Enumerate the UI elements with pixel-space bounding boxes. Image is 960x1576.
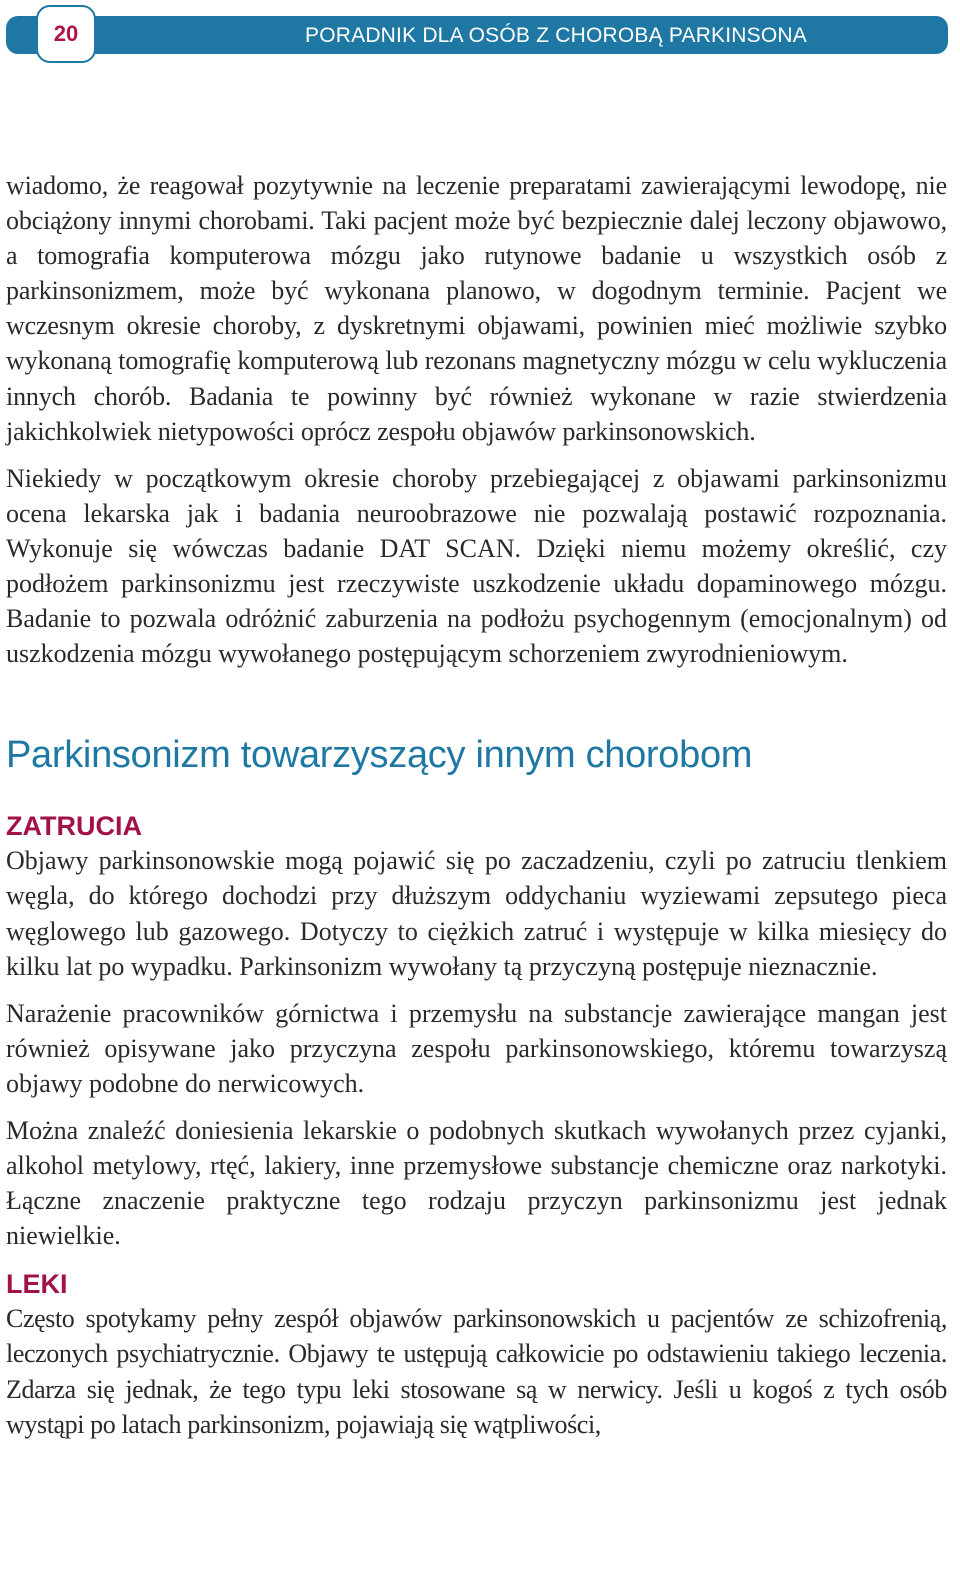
- page-number-badge: [36, 5, 96, 63]
- body-paragraph: Często spotykamy pełny zespół objawów parkinsonowskich u pacjentów ze schizofrenią, leczonych psychiatrycznie. Objawy te ustępują całkowicie po odstawieniu takiego leczenia. Zdarza się jednak, że tego typu leki stosowane są w nerwicy. Jeśli u kogoś z tych osób wystąpi po latach parkinsonizm, pojawiają się wątpliwości,: [6, 1304, 947, 1439]
- body-paragraph: Niekiedy w początkowym okresie choroby przebiegającej z objawami parkinsonizmu ocena lekarska jak i badania neuroobrazowe nie pozwalają postawić rozpoznania. Wykonuje się wówczas badanie DAT SCAN. Dzięki niemu możemy określić, czy podłożem parkinsonizmu jest rzeczywiste uszkodzenie układu dopaminowego mózgu. Badanie to pozwala odróżnić zaburzenia na podłożu psychogennym (emocjonalnym) od uszkodzenia mózgu wywołanego postępującym schorzeniem zwyrodnieniowym.: [6, 463, 947, 669]
- running-header-title: PORADNIK DLA OSÓB Z CHOROBĄ PARKINSONA: [305, 24, 807, 47]
- page-number: 20: [53, 21, 79, 46]
- body-paragraph: wiadomo, że reagował pozytywnie na leczenie preparatami zawierającymi lewodopę, nie obciążony innymi chorobami. Taki pacjent może być bezpiecznie dalej leczony objawowo, a tomografia komputerowa mózgu jako rutynowe badanie u wszystkich osób z parkinsonizmem, może być wykonana planowo, w dogodnym terminie. Pacjent we wczesnym okresie choroby, z dyskretnymi objawami, powinien mieć możliwie szybko wykonaną tomografię komputerową lub rezonans magnetyczny mózgu w celu wykluczenia innych chorób. Badania te powinny być również wykonane w razie stwierdzenia jakichkolwiek nietypowości oprócz zespołu objawów parkinsonowskich.: [6, 171, 947, 446]
- subheading-leki: LEKI: [6, 1269, 68, 1300]
- page-content: [6, 168, 947, 1454]
- body-paragraph: Można znaleźć doniesienia lekarskie o podobnych skutkach wywołanych przez cyjanki, alkohol metylowy, rtęć, lakiery, inne przemysłowe substancje chemiczne oraz narkotyki. Łączne znaczenie praktyczne tego rodzaju przyczyn parkinsonizmu jest jednak niewielkie.: [6, 1115, 947, 1251]
- body-paragraph: Narażenie pracowników górnictwa i przemysłu na substancje zawierające mangan jest również opisywane jako przyczyna zespołu parkinsonowskiego, któremu towarzyszą objawy podobne do nerwicowych.: [6, 998, 947, 1098]
- section-title: Parkinsonizm towarzyszący innym chorobom: [6, 734, 753, 777]
- subheading-zatrucia: ZATRUCIA: [6, 811, 142, 842]
- body-paragraph: Objawy parkinsonowskie mogą pojawić się po zaczadzeniu, czyli po zatruciu tlenkiem węgla, do którego dochodzi przy dłuższym oddychaniu wyziewami zepsutego pieca węglowego lub gazowego. Dotyczy to ciężkich zatruć i występuje w kilka miesięcy do kilku lat po wypadku. Parkinsonizm wywołany tą przyczyną postępuje nieznacznie.: [6, 846, 947, 981]
